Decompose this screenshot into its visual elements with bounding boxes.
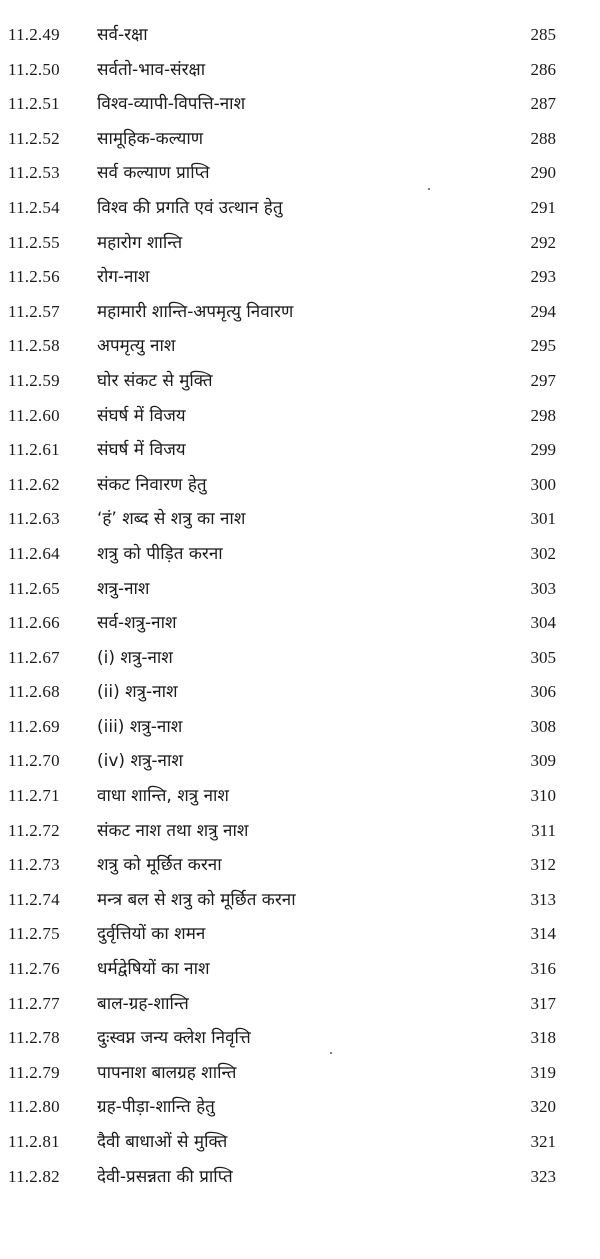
page-number: 294	[530, 301, 556, 321]
section-title: दुःस्वप्न जन्य क्लेश निवृत्ति	[97, 1028, 251, 1049]
page-number: 301	[530, 509, 556, 529]
toc-row	[0, 53, 600, 88]
section-title: शत्रु को मूर्छित करना	[97, 855, 222, 876]
section-title: ‘हं’ शब्द से शत्रु का नाश	[97, 509, 246, 530]
section-title: (i) शत्रु-नाश	[97, 647, 173, 668]
section-title: सर्व कल्याण प्राप्ति	[97, 163, 210, 184]
section-number: 11.2.81	[8, 1132, 60, 1151]
section-number: 11.2.71	[8, 786, 60, 806]
section-number: 11.2.66	[8, 613, 60, 633]
section-number: 11.2.79	[8, 1062, 60, 1082]
toc-row	[0, 156, 600, 191]
table-of-contents	[0, 18, 600, 1194]
section-title: ग्रह-पीड़ा-शान्ति हेतु	[97, 1097, 215, 1118]
section-title: (ii) शत्रु-नाश	[97, 682, 178, 703]
page-number: 290	[530, 163, 556, 183]
page-number: 320	[530, 1097, 556, 1117]
page-number: 323	[530, 1166, 556, 1186]
page-number: 321	[530, 1132, 556, 1151]
section-title: वाधा शान्ति, शत्रु नाश	[97, 786, 229, 807]
toc-row	[0, 1056, 600, 1091]
section-title: दैवी बाधाओं से मुक्ति	[97, 1132, 228, 1152]
section-number: 11.2.70	[8, 751, 60, 771]
toc-row	[0, 744, 600, 779]
section-title: सर्व-रक्षा	[97, 25, 148, 45]
section-number: 11.2.60	[8, 405, 60, 425]
page-number: 288	[530, 128, 556, 148]
section-title: विश्व की प्रगति एवं उत्थान हेतु	[97, 197, 283, 218]
section-title: संकट नाश तथा शत्रु नाश	[97, 820, 249, 841]
section-title: सर्व-शत्रु-नाश	[97, 613, 177, 634]
section-number: 11.2.73	[8, 855, 60, 875]
toc-row	[0, 917, 600, 952]
toc-row	[0, 606, 600, 641]
toc-row	[0, 675, 600, 710]
toc-row	[0, 191, 600, 226]
page-number: 306	[530, 682, 556, 702]
page-number: 285	[530, 25, 556, 44]
page-number: 295	[530, 336, 556, 356]
section-number: 11.2.56	[8, 267, 60, 287]
toc-row	[0, 779, 600, 814]
toc-row	[0, 295, 600, 330]
page-number: 309	[530, 751, 556, 771]
page-number: 311	[531, 820, 556, 840]
toc-row	[0, 329, 600, 364]
toc-row	[0, 1125, 600, 1160]
section-title: शत्रु-नाश	[97, 578, 150, 599]
section-title: दुर्वृत्तियों का शमन	[97, 924, 206, 945]
toc-row	[0, 502, 600, 537]
toc-row	[0, 468, 600, 503]
section-number: 11.2.51	[8, 94, 60, 114]
section-title: सर्वतो-भाव-संरक्षा	[97, 59, 206, 80]
section-number: 11.2.57	[8, 301, 60, 321]
section-number: 11.2.74	[8, 889, 60, 909]
page-number: 297	[530, 370, 556, 390]
section-number: 11.2.68	[8, 682, 60, 702]
page-number: 308	[530, 716, 556, 736]
toc-row	[0, 987, 600, 1022]
page-number: 298	[530, 405, 556, 425]
toc-row	[0, 572, 600, 607]
toc-row	[0, 399, 600, 434]
section-title: (iii) शत्रु-नाश	[97, 716, 183, 737]
toc-row	[0, 122, 600, 157]
section-title: पापनाश बालग्रह शान्ति	[97, 1062, 237, 1083]
page-number: 303	[530, 578, 556, 598]
section-title: अपमृत्यु नाश	[97, 336, 176, 357]
section-number: 11.2.55	[8, 232, 60, 252]
section-number: 11.2.52	[8, 128, 60, 148]
page-number: 313	[530, 889, 556, 909]
section-number: 11.2.62	[8, 474, 60, 494]
section-number: 11.2.78	[8, 1028, 60, 1048]
section-number: 11.2.53	[8, 163, 60, 183]
section-number: 11.2.49	[8, 25, 60, 44]
toc-row	[0, 226, 600, 261]
section-title: सामूहिक-कल्याण	[97, 128, 204, 149]
section-title: मन्त्र बल से शत्रु को मूर्छित करना	[97, 889, 296, 910]
toc-row	[0, 1160, 600, 1195]
toc-row	[0, 848, 600, 883]
toc-row	[0, 18, 600, 53]
page-number: 291	[530, 197, 556, 217]
print-speck	[428, 188, 430, 190]
toc-row	[0, 814, 600, 849]
section-number: 11.2.64	[8, 543, 60, 563]
section-number: 11.2.75	[8, 924, 60, 944]
section-title: महारोग शान्ति	[97, 232, 183, 253]
page-number: 314	[530, 924, 556, 944]
section-number: 11.2.54	[8, 197, 60, 217]
toc-row	[0, 952, 600, 987]
toc-row	[0, 1021, 600, 1056]
page-number: 292	[530, 232, 556, 252]
toc-row	[0, 641, 600, 676]
page-number: 317	[530, 993, 556, 1013]
toc-row	[0, 1090, 600, 1125]
section-title: संघर्ष में विजय	[97, 405, 186, 426]
section-number: 11.2.77	[8, 993, 60, 1013]
section-title: शत्रु को पीड़ित करना	[97, 543, 223, 564]
section-title: विश्व-व्यापी-विपत्ति-नाश	[97, 94, 246, 115]
section-number: 11.2.67	[8, 647, 60, 667]
toc-row	[0, 710, 600, 745]
section-number: 11.2.61	[8, 440, 60, 460]
page-number: 319	[530, 1062, 556, 1082]
section-title: रोग-नाश	[97, 267, 150, 288]
section-number: 11.2.59	[8, 370, 60, 390]
section-number: 11.2.69	[8, 716, 60, 736]
toc-row	[0, 87, 600, 122]
section-title: घोर संकट से मुक्ति	[97, 370, 213, 391]
page-number: 287	[530, 94, 556, 114]
section-title: महामारी शान्ति-अपमृत्यु निवारण	[97, 301, 294, 322]
section-number: 11.2.80	[8, 1097, 60, 1117]
section-number: 11.2.72	[8, 820, 60, 840]
section-title: धर्मद्वेषियों का नाश	[97, 959, 210, 980]
toc-row	[0, 260, 600, 295]
section-number: 11.2.82	[8, 1166, 60, 1186]
section-title: (iv) शत्रु-नाश	[97, 751, 183, 772]
section-number: 11.2.76	[8, 959, 60, 979]
section-number: 11.2.50	[8, 59, 60, 79]
section-number: 11.2.58	[8, 336, 60, 356]
section-title: देवी-प्रसन्नता की प्राप्ति	[97, 1166, 233, 1187]
page-number: 318	[530, 1028, 556, 1048]
section-title: संकट निवारण हेतु	[97, 474, 207, 495]
page-number: 316	[530, 959, 556, 979]
page-number: 286	[530, 59, 556, 79]
section-number: 11.2.65	[8, 578, 60, 598]
page-number: 302	[530, 543, 556, 563]
print-speck	[330, 1052, 332, 1054]
toc-row	[0, 433, 600, 468]
section-title: बाल-ग्रह-शान्ति	[97, 993, 189, 1014]
toc-row	[0, 537, 600, 572]
page-number: 310	[530, 786, 556, 806]
page-number: 300	[530, 474, 556, 494]
page-number: 299	[530, 440, 556, 460]
section-title: संघर्ष में विजय	[97, 440, 186, 461]
section-number: 11.2.63	[8, 509, 60, 529]
page-number: 304	[530, 613, 556, 633]
page-number: 305	[530, 647, 556, 667]
toc-row	[0, 883, 600, 918]
page-number: 312	[530, 855, 556, 875]
page-number: 293	[530, 267, 556, 287]
toc-row	[0, 364, 600, 399]
